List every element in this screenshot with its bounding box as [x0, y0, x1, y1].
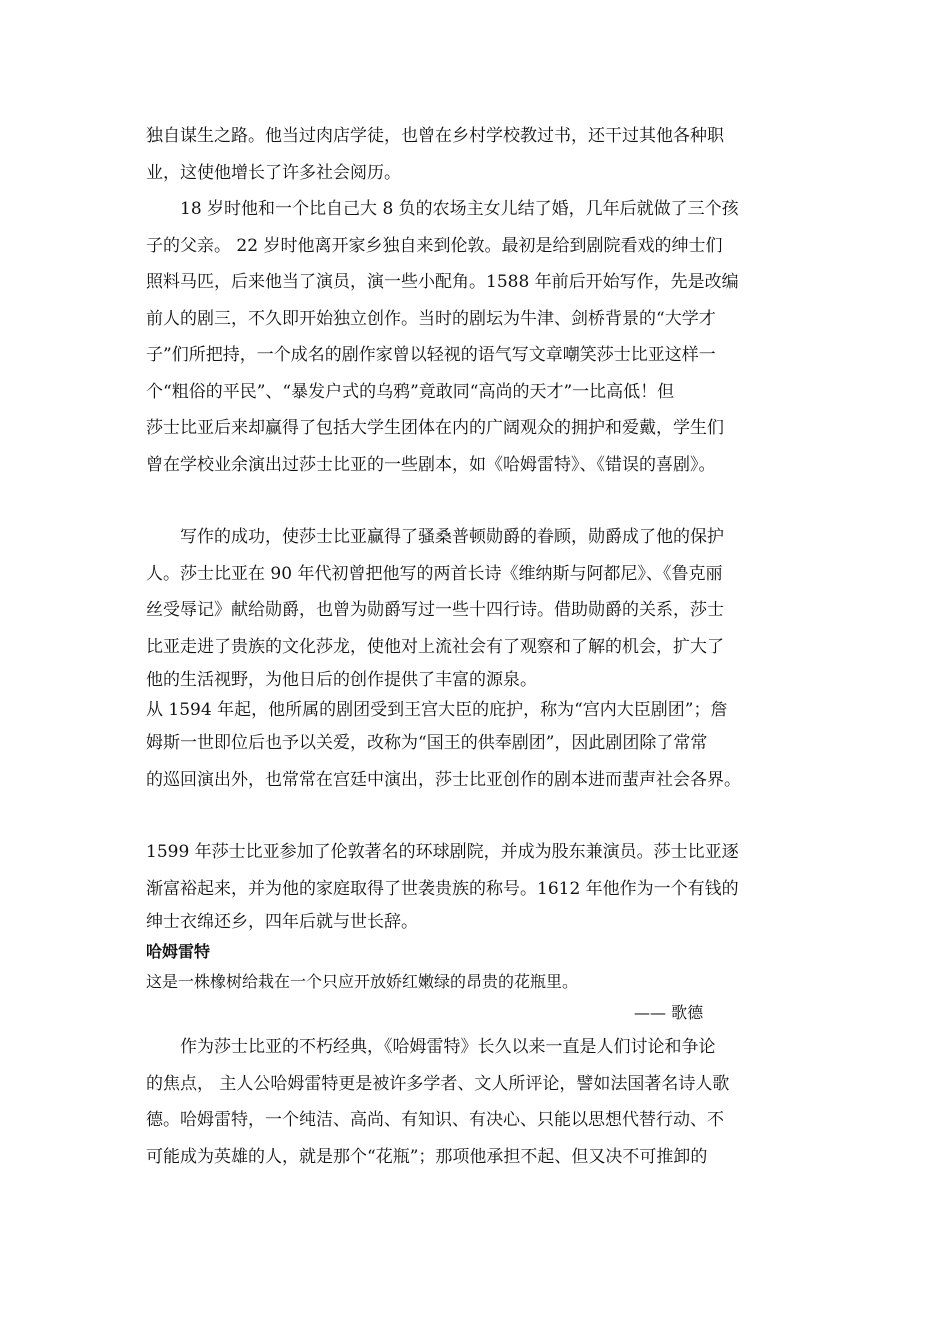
text-line: 写作的成功，使莎士比亚赢得了骚桑普顿勋爵的眷顾，勋爵成了他的保护	[180, 527, 724, 547]
paragraph-spacer	[146, 483, 818, 519]
epigraph-attribution: —— 歌德	[634, 1003, 704, 1022]
paragraph-6	[146, 1029, 818, 1175]
text-line: 从 1594 年起，他所属的剧团受到王宫大臣的庇护，称为“宫内大臣剧团”；詹	[146, 700, 728, 720]
text-line: 独自谋生之路。他当过肉店学徒，也曾在乡村学校教过书，还干过其他各种职	[146, 126, 724, 146]
text-line: 1599 年莎士比亚参加了伦敦著名的环球剧院，并成为股东兼演员。莎士比亚逐	[146, 842, 739, 862]
paragraph-2	[146, 191, 818, 483]
text-line: 的巡回演出外，也常常在宫廷中演出，莎士比亚创作的剧本进而蜚声社会各界。	[146, 769, 741, 790]
text-line: 业，这使他增长了许多社会阅历。	[146, 162, 401, 183]
text-line: 18 岁时他和一个比自己大 8 负的农场主女儿结了婚，几年后就做了三个孩	[180, 199, 739, 219]
text-line: 作为莎士比亚的不朽经典，《哈姆雷特》长久以来一直是人们讨论和争论	[180, 1037, 716, 1057]
paragraph-3	[146, 519, 818, 695]
text-line: 个“粗俗的平民”、“暴发户式的乌鸦”竟敢同“高尚的天才”一比高低！但	[146, 381, 675, 402]
text-line: 子的父亲。 22 岁时他离开家乡独自来到伦敦。最初是给到剧院看戏的绅士们	[146, 235, 723, 256]
text-line: 前人的剧三，不久即开始独立创作。当时的剧坛为牛津、剑桥背景的“大学才	[146, 308, 716, 329]
paragraph-5	[146, 834, 818, 937]
text-line: 姆斯一世即位后也予以关爱，改称为“国王的供奉剧团”，因此剧团除了常常	[146, 733, 708, 753]
paragraph-4	[146, 695, 818, 798]
text-line: 他的生活视野，为他日后的创作提供了丰富的源泉。	[146, 670, 537, 690]
text-line: 可能成为英雄的人，就是那个“花瓶”；那项他承担不起、但又决不可推卸的	[146, 1146, 708, 1167]
paragraph-spacer	[146, 798, 818, 834]
text-line: 照料马匹，后来他当了演员，演一些小配角。1588 年前后开始写作，先是改编	[146, 272, 739, 292]
text-line: 渐富裕起来，并为他的家庭取得了世袭贵族的称号。1612 年他作为一个有钱的	[146, 878, 739, 899]
text-line: 德。哈姆雷特，一个纯洁、高尚、有知识、有决心、只能以思想代替行动、不	[146, 1110, 724, 1130]
text-line: 人。莎士比亚在 90 年代初曾把他写的两首长诗《维纳斯与阿都尼》、《鲁克丽	[146, 563, 723, 584]
document-page	[146, 118, 818, 1175]
text-line: 莎士比亚后来却赢得了包括大学生团体在内的广阔观众的拥护和爱戴，学生们	[146, 418, 724, 438]
text-line: 曾在学校业余演出过莎士比亚的一些剧本，如《哈姆雷特》、《错误的喜剧》。	[146, 454, 716, 475]
text-line: 丝受辱记》献给勋爵，也曾为勋爵写过一些十四行诗。借助勋爵的关系，莎士	[146, 600, 724, 620]
section-heading: 哈姆雷特	[146, 942, 211, 961]
text-line: 比亚走进了贵族的文化莎龙，使他对上流社会有了观察和了解的机会，扩大了	[146, 636, 724, 657]
text-line: 绅士衣绵还乡，四年后就与世长辞。	[146, 912, 418, 932]
text-line: 子”们所把持，一个成名的剧作家曾以轻视的语气写文章嘲笑莎士比亚这样一	[146, 345, 716, 365]
paragraph-1	[146, 118, 818, 191]
epigraph-quote: 这是一株橡树给栽在一个只应开放娇红嫩绿的昂贵的花瓶里。	[146, 972, 579, 991]
text-line: 的焦点， 主人公哈姆雷特更是被许多学者、文人所评论，譬如法国著名诗人歌	[146, 1073, 730, 1094]
